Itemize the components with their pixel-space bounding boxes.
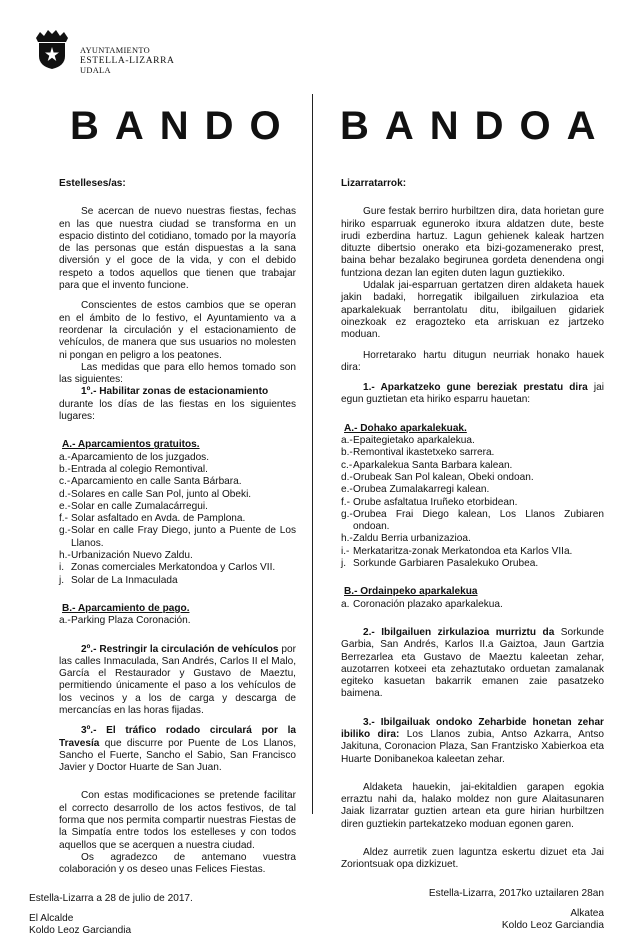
list-text: Solar en calle Fray Diego, junto a Puente de Los Llanos. bbox=[71, 525, 296, 549]
date: Estella-Lizarra a 28 de julio de 2017. bbox=[29, 892, 193, 904]
list-text: Solar de La Inmaculada bbox=[71, 574, 178, 586]
list-marker: b.- bbox=[341, 447, 353, 459]
list-item bbox=[59, 525, 296, 550]
paragraph: Conscientes de estos cambios que se operan en el ámbito de lo festivo, el Ayuntamiento va a reordenar la circulación y el estacionamiento de vehículos, de manera que sus usuarios no molesten ni pongan en peligro a los peatones. bbox=[59, 300, 296, 361]
list-text: Remontival ikastetxeko sarrera. bbox=[353, 447, 495, 459]
list-text: Solares en calle San Pol, junto al Obeki. bbox=[71, 488, 252, 500]
list-marker: d.- bbox=[59, 488, 71, 500]
list-item bbox=[341, 497, 604, 509]
section-a-heading: A.- Dohako aparkalekuak. bbox=[344, 422, 467, 434]
list-marker: a.- bbox=[59, 615, 71, 627]
spanish-column bbox=[29, 178, 297, 937]
list-marker: f.- bbox=[59, 513, 68, 525]
list-item bbox=[341, 599, 604, 611]
list-text: Entrada al colegio Remontival. bbox=[71, 463, 208, 475]
organization-name: AYUNTAMIENTO ESTELLA-LIZARRA UDALA bbox=[80, 46, 175, 75]
salutation: Lizarratarrok: bbox=[341, 178, 407, 189]
list-text: Aparcamiento en calle Santa Bárbara. bbox=[71, 476, 242, 488]
section-b-heading: B.- Ordainpeko aparkalekua bbox=[344, 586, 478, 598]
signature-role: Alkatea bbox=[570, 907, 604, 919]
list-text: Parking Plaza Coronación. bbox=[71, 615, 191, 627]
list-text: Orubea Frai Diego kalean, Los Llanos Zubiaren ondoan. bbox=[353, 508, 604, 533]
list-item bbox=[341, 558, 604, 570]
list-text: Orubea Zumalakarregi kalean. bbox=[353, 484, 490, 496]
date: Estella-Lizarra, 2017ko uztailaren 28an bbox=[428, 887, 604, 899]
list-item bbox=[59, 452, 296, 464]
list-marker: a.- bbox=[59, 451, 71, 463]
bando-title: BANDO bbox=[70, 104, 297, 148]
list-text: Orubeak San Pol kalean, Obeki ondoan. bbox=[353, 471, 534, 483]
section-a-heading: A.- Aparcamientos gratuitos. bbox=[62, 439, 200, 451]
list-marker: j. bbox=[59, 574, 65, 586]
list-text: Urbanización Nuevo Zaldu. bbox=[71, 550, 193, 562]
list-text: Zaldu Berria urbanizazioa. bbox=[353, 533, 471, 545]
list-item bbox=[59, 476, 296, 488]
list-text: Epaitegietako aparkalekua. bbox=[353, 435, 475, 447]
measure-1: 1º.- Habilitar zonas de estacionamiento bbox=[81, 386, 269, 398]
measure-1-text: durante los días de las fiestas en los siguientes lugares: bbox=[59, 398, 296, 423]
signature-name: Koldo Leoz Garciandia bbox=[29, 925, 132, 937]
list-marker: j. bbox=[341, 558, 347, 570]
paragraph: Os agradezco de antemano vuestra colaboración y os deseo unas Felices Fiestas. bbox=[59, 851, 296, 876]
bandoa-title: BANDOA bbox=[340, 104, 612, 148]
list-text: Aparkalekua Santa Barbara kalean. bbox=[353, 459, 513, 471]
paragraph: Aldaketa hauekin, jai-ekitaldien garapen egokia erraztu nahi da, halako moldez non gure Alaitasunaren Jaiak lizarratar guztien artean eta gure hirian hurbiltzen diren guztiekin partekatzeko moduan egonen garen. bbox=[341, 781, 604, 830]
paragraph: Udalak jai-esparruan gertatzen diren aldaketa hauek jakin badaki, horregatik ibilgailuen zirkulazioa eta aparkalekuak berrantolatu ditu, ibilgailuen gidariek oinezkoak ez eragozteko eta arriskuan ez jartzeko moduan. bbox=[341, 280, 604, 341]
measure-3: 3.- Ibilgailuak ondoko Zeharbide honetan zehar ibiliko dira: Los Llanos zubia, Antso Azkarra, Antso Jakituna, Coronacion Plaza, San Frantzisko Xabierkoa eta Huarte Donibanekoa kaleetan zehar. bbox=[341, 716, 604, 765]
paragraph: Horretarako hartu ditugun neurriak honako hauek dira: bbox=[341, 349, 604, 373]
list-marker: g.- bbox=[341, 508, 353, 520]
list-item bbox=[59, 513, 296, 525]
list-text: Coronación plazako aparkalekua. bbox=[353, 598, 503, 610]
list-item bbox=[59, 550, 296, 562]
list-item bbox=[59, 501, 296, 513]
list-item bbox=[341, 509, 604, 534]
paragraph: Con estas modificaciones se pretende facilitar el correcto desarrollo de los actos festivos, de tal forma que nos permita compartir nuestras Fiestas de la Simpatía entre todos los estelleses y con todos aquellos que se acerquen a nuestra ciudad. bbox=[59, 790, 296, 851]
signature-name: Koldo Leoz Garciandia bbox=[501, 920, 604, 932]
list-marker: g.- bbox=[59, 525, 71, 537]
paragraph: Se acercan de nuevo nuestras fiestas, fechas en las que nuestra ciudad se transforma en un espacio distinto del cotidiano, tomado por la mayoría de las personas que están dispuestas a la sana diversión y el goce de la vida, y con el debido respeto a todos aquellos que tienen que trabajar para que el invento funcione. bbox=[59, 206, 296, 292]
list-marker: d.- bbox=[341, 471, 353, 483]
basque-column bbox=[341, 178, 604, 933]
list-text: Solar en calle Zumalacárregui. bbox=[71, 500, 208, 512]
list-item bbox=[59, 562, 296, 574]
list-text: Merkataritza-zonak Merkatondoa eta Karlos VIIa. bbox=[353, 545, 573, 557]
list-marker: f.- bbox=[341, 496, 350, 508]
paid-parking-list bbox=[341, 599, 604, 611]
list-marker: a.- bbox=[341, 435, 353, 447]
measure-1: 1.- Aparkatzeko gune bereziak prestatu dira jai egun guztietan eta hiriko esparru hauetan: bbox=[341, 382, 604, 406]
list-text: Zonas comerciales Merkatondoa y Carlos VII. bbox=[71, 562, 276, 574]
list-item bbox=[59, 489, 296, 501]
column-divider bbox=[312, 94, 313, 814]
list-item bbox=[341, 546, 604, 558]
list-marker: h.- bbox=[59, 550, 71, 562]
free-parking-list bbox=[59, 452, 296, 587]
paragraph: Las medidas que para ello hemos tomado son las siguientes: bbox=[59, 361, 296, 386]
list-item bbox=[341, 533, 604, 545]
list-item bbox=[59, 615, 296, 627]
list-item bbox=[341, 447, 604, 459]
list-text: Orube asfaltatua Iruñeko etorbidean. bbox=[353, 496, 518, 508]
signature-role: El Alcalde bbox=[29, 912, 74, 924]
salutation: Estelleses/as: bbox=[59, 178, 126, 189]
paragraph: Gure festak berriro hurbiltzen dira, data horietan gure hiriko esparruak eguneroko itxura aldatzen dute, beste irudi ezberdina hartuz. Lagun gehienek kaleak hartzen dituzte dibertsio onerako eta bizi-gozamenerako prest, baina behar bezalako begirunea gordeta denendena ongi funtziona dezan lan egiten duten lagun guztiekiko. bbox=[341, 206, 604, 279]
list-marker: i.- bbox=[341, 545, 350, 557]
list-text: Sorkunde Garbiaren Pasalekuko Orubea. bbox=[353, 558, 539, 570]
list-item bbox=[341, 484, 604, 496]
list-marker: h.- bbox=[341, 533, 353, 545]
list-marker: b.- bbox=[59, 463, 71, 475]
list-marker: a. bbox=[341, 598, 350, 610]
measure-2: 2º.- Restringir la circulación de vehículos por las calles Inmaculada, San Andrés, Carlos II el Malo, García el Restaurador y Gustavo de Maeztu, permitiendo únicamente el paso a los vehículos de los vecinos y a los de carga y descarga de mercancías en las horas fijadas. bbox=[59, 643, 296, 716]
list-text: Solar asfaltado en Avda. de Pamplona. bbox=[71, 513, 246, 525]
city-coat-of-arms-icon bbox=[30, 26, 74, 70]
list-item bbox=[59, 575, 296, 587]
measure-3: 3º.- El tráfico rodado circulará por la Travesía que discurre por Puente de Los Llanos, Sancho el Fuerte, Sancho el Sabio, San Francisco Javier y Doctor Huarte de San Juan. bbox=[59, 725, 297, 774]
list-item bbox=[341, 435, 604, 447]
list-marker: e.- bbox=[59, 500, 71, 512]
paid-parking-list bbox=[59, 615, 296, 627]
list-text: Aparcamiento de los juzgados. bbox=[71, 451, 210, 463]
list-item bbox=[59, 464, 296, 476]
measure-2: 2.- Ibilgailuen zirkulazioa murriztu da Sorkunde Garbia, San Andrés, Karlos II.a Gaiztoa, Jaun Gartzia Berrezarlea eta Gustavo de Maeztu kaleetan zehar, auzotarren kotxeei eta zehaztutako orduetan zamalanak egiteko kasuetan bakarrik emanen zaie pasatzeko baimena. bbox=[341, 626, 604, 700]
list-item bbox=[341, 460, 604, 472]
list-item bbox=[341, 472, 604, 484]
list-marker: c.- bbox=[341, 459, 353, 471]
free-parking-list bbox=[341, 435, 604, 570]
list-marker: c.- bbox=[59, 476, 71, 488]
list-marker: i. bbox=[59, 562, 65, 574]
list-marker: e.- bbox=[341, 484, 353, 496]
section-b-heading: B.- Aparcamiento de pago. bbox=[62, 602, 190, 614]
paragraph: Aldez aurretik zuen laguntza eskertu dizuet eta Jai Zoriontsuak opa dizkizuet. bbox=[341, 847, 604, 871]
